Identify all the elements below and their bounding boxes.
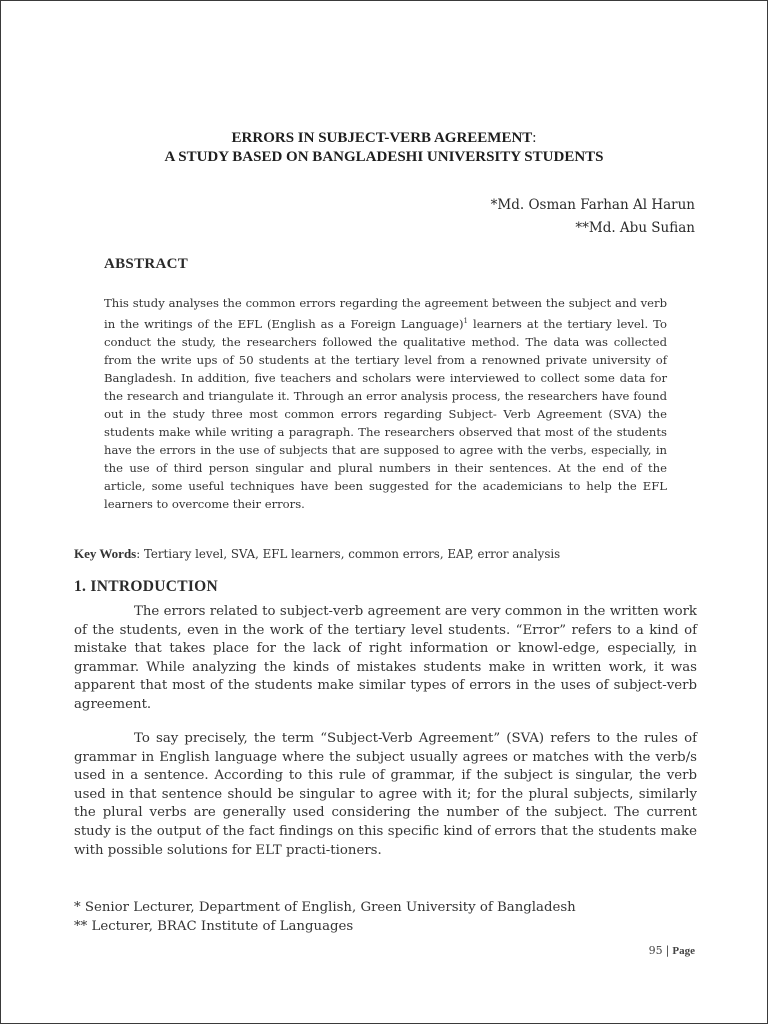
keywords: Key Words: Tertiary level, SVA, EFL learners, common errors, EAP, error analysis [74,546,561,561]
abstract-heading: ABSTRACT [104,256,189,272]
keywords-text: Tertiary level, SVA, EFL learners, common errors, EAP, error analysis [143,547,561,561]
body-paragraph-2: To say precisely, the term “Subject-Verb Agreement” (SVA) refers to the rules of grammar in English language where the subject usually agrees or matches with the verb/s used in a sentence. According to this rule of grammar, if the subject is singular, the verb used in that sentence should be singular to agree with it; for the plural subjects, similarly the plural verbs are generally used considering the number of the subject. The current study is the output of the fact findings on this specific kind of errors that the students make with possible solutions for ELT practi-tioners. [74,731,697,858]
abstract-text: This study analyses the common errors regarding the agreement between the subject and verb in the writings of the EFL (English as a Foreign Language)$^1$ learners at the tertiary level. To conduct the study, the researchers followed the qualitative method. The data was collected from the write ups of 50 students at the tertiary level from a renowned private university of Bangladesh. In addition, five teachers and scholars were interviewed to collect some data for the research and triangulate it. Through an error analysis process, the researchers have found out in the study three most common errors regarding Subject- Verb Agreement (SVA) the students make while writing a paragraph. The researchers observed that most of the students have the errors in the use of subjects that are supposed to agree with the verbs, especially, in the use of third person singular and plural numbers in their sentences. At the end of the article, some useful techniques have been suggested for the academicians to help the EFL learners to overcome their errors. [104,296,667,512]
title-line-1: ERRORS IN SUBJECT-VERB AGREEMENT: [231,130,537,146]
keywords-label: Key Words [74,546,137,561]
footnotes [74,898,576,936]
footnote-1: * Senior Lecturer, Department of English, Green University of Bangladesh [74,900,576,915]
body-paragraph-1: The errors related to subject-verb agreement are very common in the written work of the students, even in the work of the tertiary level students. “Error” refers to a kind of mistake that takes place for the lack of right information or knowl-edge, especially, in grammar. While analyzing the kinds of mistakes students make in written work, it was apparent that most of the students make similar types of errors in the uses of subject-verb agreement. [74,604,697,712]
footnote-2: ** Lecturer, BRAC Institute of Languages [74,919,354,934]
footnote-marker: 1 [463,317,468,326]
section-heading-introduction: 1. INTRODUCTION [74,578,219,595]
author-2: **Md. Abu Sufian [575,220,695,236]
author-1: *Md. Osman Farhan Al Harun [490,197,695,213]
author-list [491,194,695,240]
page-number: 95 | Page [648,944,695,957]
title-line-2: A STUDY BASED ON BANGLADESHI UNIVERSITY STUDENTS [164,149,604,165]
paper-title [1,129,767,167]
